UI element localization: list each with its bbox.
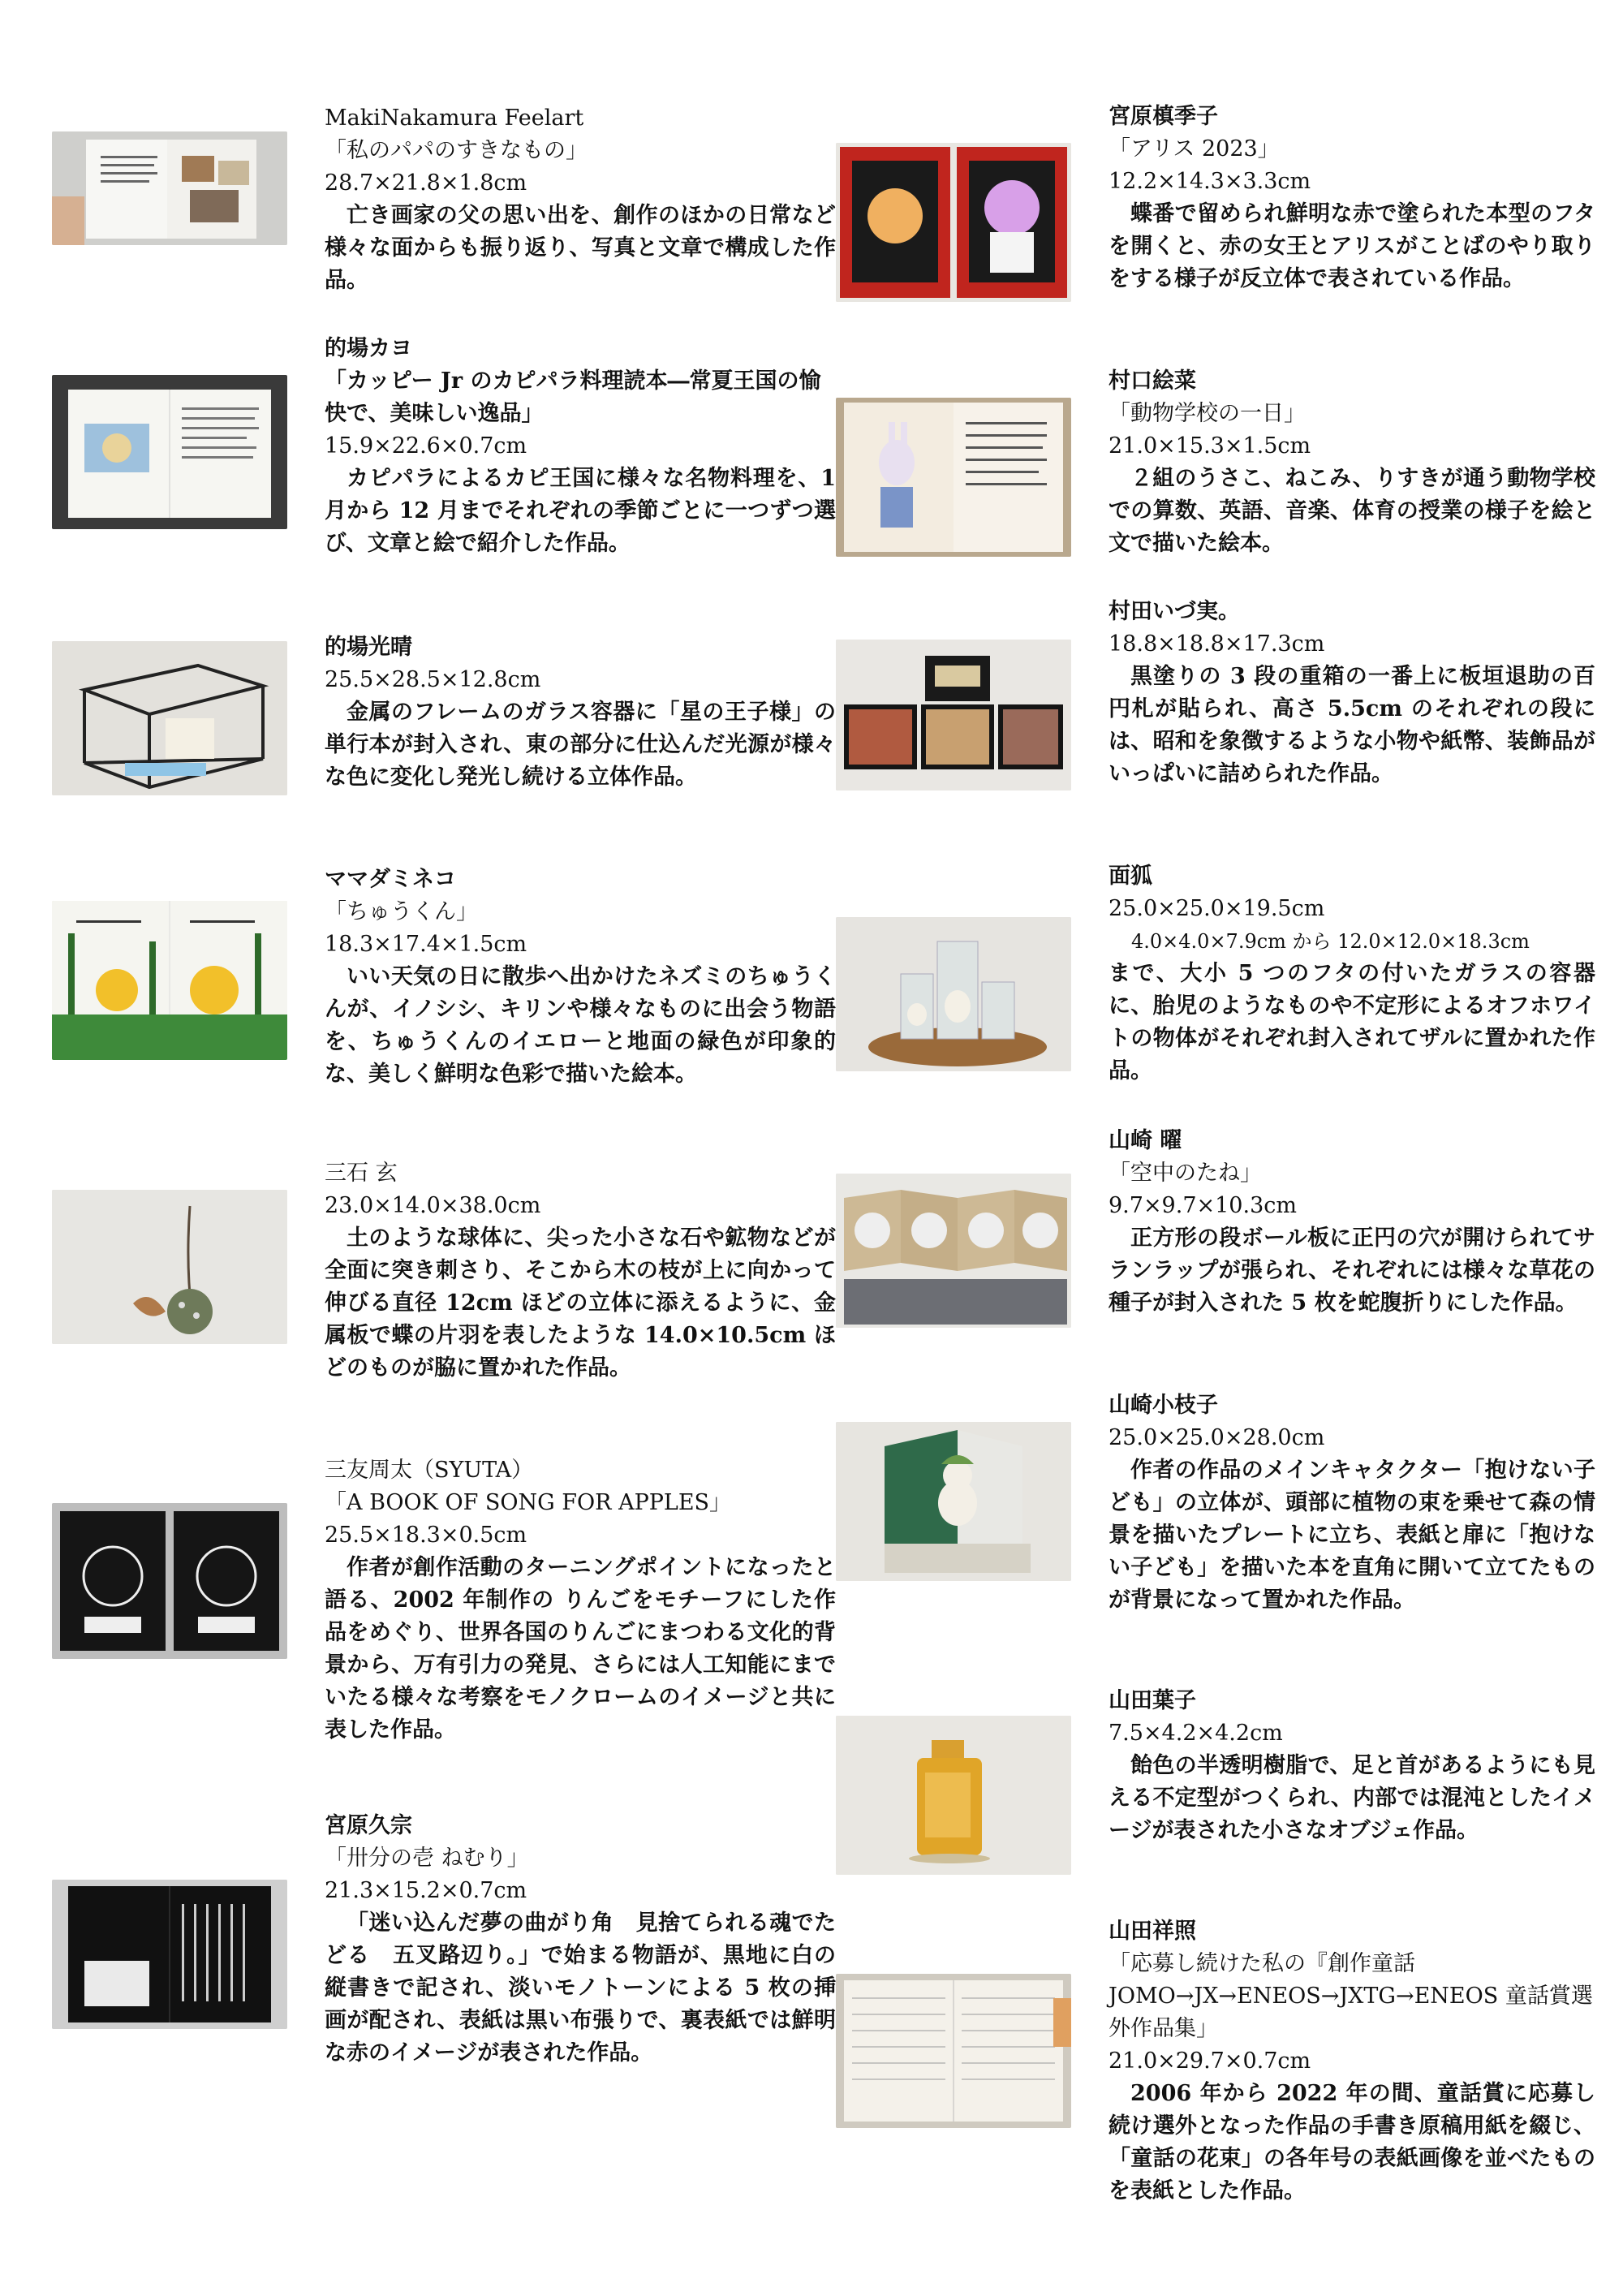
artist-name: 山田葉子	[1109, 1688, 1196, 1713]
artwork-size: 28.7×21.8×1.8cm	[325, 170, 527, 196]
artist-name: 村田いづ実。	[1109, 599, 1240, 624]
artwork-info	[1109, 1125, 1595, 1320]
jubako-icon	[836, 640, 1071, 790]
artwork-size: 21.0×29.7×0.7cm	[1109, 2048, 1311, 2074]
glass-case-icon	[52, 641, 287, 795]
artist-name: 山崎 曜	[1109, 1128, 1182, 1153]
artwork-title: 「A BOOK OF SONG FOR APPLES」	[325, 1490, 732, 1515]
artwork-info	[1109, 365, 1595, 560]
artwork-description: 作者が創作活動のターニングポイントになったと語る、2002 年制作の りんごをモチーフにした作品をめぐり、世界各国のりんごにまつわる文化的背景から、万有引力の発見、さらには人工知能にまでいたる様々な考察をモノクロームのイメージと共に表した作品。	[325, 1555, 836, 1742]
artwork-description: 金属のフレームのガラス容器に「星の王子様」の単行本が封入され、東の部分に仕込んだ光源が様々な色に変化し発光し続ける立体作品。	[325, 700, 836, 790]
artist-name: 宮原久宗	[325, 1813, 412, 1838]
artwork-description: 「迷い込んだ夢の曲がり角 見捨てられる魂でたどる 五叉路辺り。」で始まる物語が、黒地に白の縦書きで記され、淡いモノトーンによる 5 枚の挿画が配され、表紙は黒い布張りで、裏表紙では鮮明な赤のイメージが表された作品。	[325, 1910, 836, 2066]
artist-name: 的場光晴	[325, 635, 412, 660]
artwork-info	[1109, 596, 1595, 790]
artwork-description: いい天気の日に散歩へ出かけたネズミのちゅうくんが、イノシシ、キリンや様々なものに出会う物語を、ちゅうくんのイエローと地面の緑色が印象的な、美しく鮮明な色彩で描いた絵本。	[325, 964, 836, 1087]
artist-name: 的場カヨ	[325, 336, 412, 361]
artwork-entry	[52, 333, 836, 601]
artwork-entry	[836, 596, 1595, 839]
artwork-size-range: 4.0×4.0×7.9cm から 12.0×12.0×18.3cm	[1131, 930, 1530, 953]
artwork-entry	[836, 1685, 1595, 1896]
artwork-entry	[52, 1810, 836, 2134]
artwork-entry	[836, 1915, 1595, 2256]
rabbit-book-icon	[836, 398, 1071, 557]
artist-name: ママダミネコ	[325, 867, 456, 892]
artwork-entry	[52, 1157, 836, 1433]
black-book-icon	[52, 1880, 287, 2029]
artwork-size: 9.7×9.7×10.3cm	[1109, 1193, 1297, 1218]
artwork-size: 23.0×14.0×38.0cm	[325, 1193, 541, 1218]
artwork-entry	[836, 101, 1595, 336]
artist-name: 面狐	[1109, 864, 1152, 889]
artwork-title: 「アリス 2023」	[1109, 136, 1280, 162]
artist-name: 山崎小枝子	[1109, 1393, 1218, 1418]
artwork-description: 蝶番で留められ鮮明な赤で塗られた本型のフタを開くと、赤の女王とアリスがことばのやり取りをする様子が反立体で表されている作品。	[1109, 201, 1595, 291]
artwork-title: 「カッピー Jr のカピパラ料理読本―常夏王国の愉快で、美味しい逸品」	[325, 368, 821, 426]
artwork-description: 黒塗りの 3 段の重箱の一番上に板垣退助の百円札が貼られ、高さ 5.5cm のそれぞれの段には、昭和を象徴するような小物や紙幣、装飾品がいっぱいに詰められた作品。	[1109, 664, 1595, 786]
artist-name: 三石 玄	[325, 1161, 398, 1186]
artwork-entry	[836, 860, 1595, 1104]
artwork-size: 25.5×28.5×12.8cm	[325, 667, 541, 692]
artwork-size: 25.0×25.0×19.5cm	[1109, 896, 1325, 921]
artwork-description: 正方形の段ボール板に正円の穴が開けられてサランラップが張られ、それぞれには様々な草花の種子が封入された 5 枚を蛇腹折りにした作品。	[1109, 1226, 1595, 1316]
artwork-size: 21.3×15.2×0.7cm	[325, 1878, 527, 1903]
artwork-description: 亡き画家の父の思い出を、創作のほかの日常など様々な面からも振り返り、写真と文章で構成した作品。	[325, 203, 836, 293]
artwork-entry	[52, 631, 836, 834]
cardboard-icon	[836, 1174, 1071, 1328]
artist-name: 村口絵菜	[1109, 368, 1196, 394]
artwork-info	[1109, 101, 1595, 295]
artwork-description: カピパラによるカピ王国に様々な名物料理を、1 月から 12 月までそれぞれの季節ごとに一つずつ選び、文章と絵で紹介した作品。	[325, 466, 836, 556]
glass-jars-icon	[836, 917, 1071, 1071]
artwork-description: 飴色の半透明樹脂で、足と首があるようにも見える不定型がつくられ、内部では混沌としたイメージが表された小さなオブジェ作品。	[1109, 1753, 1595, 1843]
artwork-info	[325, 102, 836, 297]
artwork-size: 25.0×25.0×28.0cm	[1109, 1425, 1325, 1450]
artwork-info	[1109, 1685, 1595, 1847]
artwork-entry	[836, 1389, 1595, 1665]
artwork-entry	[52, 102, 836, 305]
artwork-info	[325, 1454, 836, 1747]
artwork-size: 15.9×22.6×0.7cm	[325, 433, 527, 459]
red-box-icon	[836, 143, 1071, 302]
artwork-size: 21.0×15.3×1.5cm	[1109, 433, 1311, 459]
artwork-size: 18.8×18.8×17.3cm	[1109, 631, 1325, 657]
artwork-title: 「私のパパのすきなもの」	[325, 138, 588, 163]
artwork-title: 「空中のたね」	[1109, 1161, 1262, 1186]
artwork-size: 12.2×14.3×3.3cm	[1109, 169, 1311, 194]
artwork-info	[325, 333, 836, 560]
manuscript-icon	[836, 1974, 1071, 2128]
artwork-info	[325, 864, 836, 1091]
photo-book-icon	[52, 131, 287, 245]
artwork-size: 25.5×18.3×0.5cm	[325, 1523, 527, 1548]
resin-object-icon	[836, 1716, 1071, 1875]
artwork-info	[325, 631, 836, 794]
open-book-icon	[52, 375, 287, 529]
artwork-info	[1109, 860, 1595, 1088]
doll-book-icon	[836, 1422, 1071, 1581]
picture-book-icon	[52, 901, 287, 1060]
artwork-title: 「動物学校の一日」	[1109, 401, 1306, 426]
artwork-title: 「ちゅうくん」	[325, 899, 478, 924]
artwork-description: 作者の作品のメインキャタクター「抱けない子ども」の立体が、頭部に植物の束を乗せて森の情景を描いたプレートに立ち、表紙と扉に「抱けない子ども」を描いた本を直角に開いて立てたものが背景になって置かれた作品。	[1109, 1458, 1595, 1613]
artist-name: 三友周太（SYUTA）	[325, 1458, 534, 1483]
artwork-entry	[52, 864, 836, 1139]
artist-name: 宮原槙季子	[1109, 104, 1218, 129]
artwork-description: 土のような球体に、尖った小さな石や鉱物などが全面に突き刺さり、そこから木の枝が上に向かって伸びる直径 12cm ほどの立体に添えるように、金属板で蝶の片羽を表したような 14.0×10.5cm ほどのものが脇に置かれた作品。	[325, 1226, 836, 1381]
artwork-info	[325, 1810, 836, 2070]
artwork-info	[325, 1157, 836, 1385]
artist-name: MakiNakamura Feelart	[325, 106, 584, 131]
artwork-info	[1109, 1389, 1595, 1617]
monochrome-book-icon	[52, 1503, 287, 1659]
artwork-title: 「応募し続けた私の『創作童話 JOMO→JX→ENEOS→JXTG→ENEOS 童話賞選外作品集」	[1109, 1951, 1593, 2041]
sculpture-icon	[52, 1190, 287, 1344]
artwork-entry	[836, 1125, 1595, 1368]
artwork-description: ２組のうさこ、ねこみ、りすきが通う動物学校での算数、英語、音楽、体育の授業の様子を絵と文で描いた絵本。	[1109, 466, 1595, 556]
artwork-description: 2006 年から 2022 年の間、童話賞に応募し続け選外となった作品の手書き原稿用紙を綴じ、「童話の花束」の各年号の表紙画像を並べたものを表紙とした作品。	[1109, 2081, 1595, 2203]
artwork-entry	[52, 1454, 836, 1779]
artist-name: 山田祥照	[1109, 1919, 1196, 1944]
artwork-entry	[836, 365, 1595, 568]
artwork-size: 7.5×4.2×4.2cm	[1109, 1721, 1283, 1746]
artwork-title: 「卅分の壱 ねむり」	[325, 1846, 529, 1871]
artwork-size: 18.3×17.4×1.5cm	[325, 932, 527, 957]
artwork-info	[1109, 1915, 1595, 2208]
artwork-description: まで、大小 5 つのフタの付いたガラスの容器に、胎児のようなものや不定形によるオフホワイトの物体がそれぞれ封入されてザルに置かれた作品。	[1109, 961, 1595, 1083]
